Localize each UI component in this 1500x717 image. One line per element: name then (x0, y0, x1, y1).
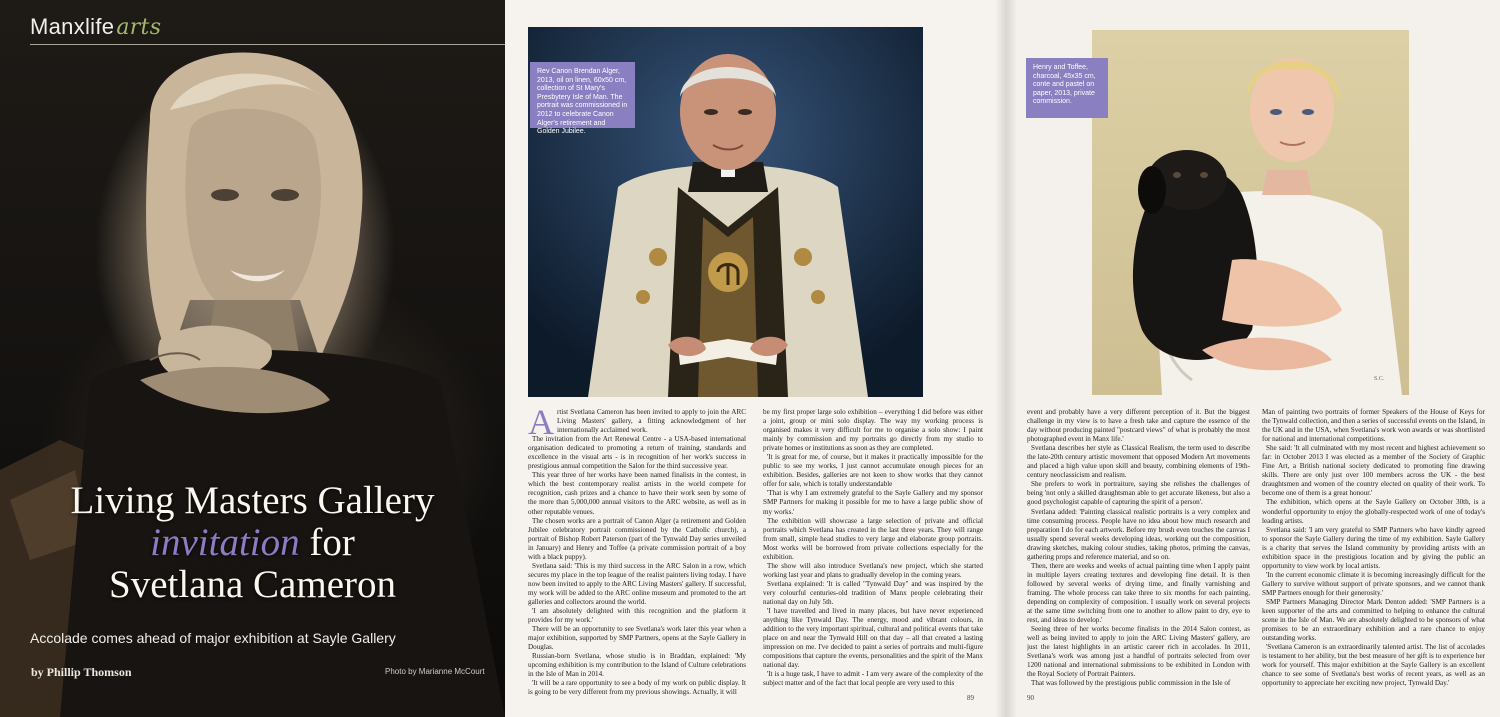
paragraph: 'That is why I am extremely grateful to the Sayle Gallery and my sponsor SMP Partners for making it possible for me to have a large public show of my works.' (763, 489, 983, 516)
paragraph: 'I have travelled and lived in many places, but have never experienced anything like Tynwald Day. The energy, mood and vibrant colours, in addition to the very important spiritual, cultural and political events that take place on and near the Tynwald Hill on that day – all that created a lasting impression on me. I've decided to paint a series of portraits and multi-figure compositions that capture the events, personalities and the spirit of the Manx national day. (763, 607, 983, 670)
brand-name: Manxlife (30, 14, 115, 39)
paragraph: There will be an opportunity to see Svetlana's work later this year when a major exhibition, supported by SMP Partners, opens at the Sayle Gallery in Douglas. (528, 625, 746, 652)
paragraph: This year three of her works have been named finalists in the contest, in which the best contemporary realist artists in the world compete for recognition, cash prizes and a chance to have their work seen by some of the more than 5,000,000 annual visitors to the ARC website, as well as in other reputable venues. (528, 471, 746, 516)
paragraph: 'In the current economic climate it is becoming increasingly difficult for the Gallery to survive without support of private sponsors, and we cannot thank SMP Partners enough for their generosity.' (1262, 570, 1485, 597)
paragraph: Svetlana explained: 'It is called "Tynwald Day" and was inspired by the very colourful centuries-old tradition of Manx people celebrating their national day on July 5th. (763, 579, 983, 606)
paragraph: The exhibition will showcase a large selection of private and official portraits which Svetlana has created in the last three years. They will range from small, simple head studies to very large and elaborate group portraits. Most works will be borrowed from private collections especially for the exhibition. (763, 516, 983, 561)
page-90-column-2 (1262, 408, 1485, 708)
headline-italic-word: invitation (150, 521, 300, 564)
paragraph: Then, there are weeks and weeks of actual painting time when I apply paint in multiple layers creating textures and developing fine detail. It is then followed by several weeks of drying time, and finally varnishing and framing. The whole process can take three to six months for each painting, depending on complexity of composition. I usually work on several projects at the same time switching from one to another to allow paint to dry, eye to rest, and ideas to develop.' (1027, 561, 1250, 625)
paragraph: Svetlana added: 'Painting classical realistic portraits is a very complex and time consuming process. People have no idea about how much research and preparation I do for each artwork. Before my brush even touches the canvas I usually spend several weeks developing ideas, working out the composition, drawing sketches, making colour studies, taking photos, priming the canvas, gathering props and reference material, and so on. (1027, 507, 1250, 561)
page-89 (505, 0, 1005, 717)
paragraph: The chosen works are a portrait of Canon Alger (a retirement and Golden Jubilee celebratory portrait commissioned by the Catholic church), a portrait of Bishop Robert Paterson (part of the Tynwald Day series unveiled in January) and Henry and Toffee (a private commission portrait of a boy with a black puppy). (528, 516, 746, 561)
paragraph: 'Svetlana Cameron is an extraordinarily talented artist. The list of accolades is testament to her ability, but the best measure of her gift is to experience her work for yourself. This major exhibition at the Sayle Gallery is an excellent chance to see some of Svetlana's best works of recent years, as well as an opportunity to appreciate her exciting new project, Tynwald Day.' (1262, 643, 1485, 688)
page-90-body (1027, 408, 1485, 708)
page-number: 89 (967, 694, 974, 702)
page-90 (1005, 0, 1500, 717)
article-standfirst: Accolade comes ahead of major exhibition at Sayle Gallery (30, 630, 396, 646)
paragraph: SMP Partners Managing Director Mark Denton added: 'SMP Partners is a keen supporter of the arts and committed to helping to enhance the cultural scene in the Isle of Man. We are absolutely delighted to be sponsors of what promises to be an extraordinary exhibition and a rare chance to enjoy outstanding works. (1262, 597, 1485, 643)
page-number: 90 (1027, 694, 1034, 702)
henry-and-toffee-drawing (1092, 30, 1409, 395)
article-headline (0, 480, 505, 606)
paragraph: Svetlana describes her style as Classical Realism, the term used to describe the late-20th century artistic movement that opposed Modern Art movements and placed a high value upon skill and beauty, combining elements of 19th-century neoclassicism and realism. (1027, 444, 1250, 480)
photo-credit: Photo by Marianne McCourt (385, 667, 485, 676)
cover-portrait-photo (0, 0, 505, 717)
paragraph: Seeing three of her works become finalists in the 2014 Salon contest, as well as being invited to apply to join the ARC Living Masters' gallery, are just the latest highlights in an artistic career rich in accolades. In 2011, Svetlana's work was among just a handful of portraits selected from over 1200 national and international submissions to be exhibited in London with the Royal Society of Portrait Painters. (1027, 625, 1250, 679)
headline-line-2 (0, 522, 505, 564)
paragraph: The show will also introduce Svetlana's new project, which she started working last year and plans to gradually develop in the coming years. (763, 561, 983, 579)
paragraph: 'I am absolutely delighted with this recognition and the platform it provides for my work.' (528, 607, 746, 625)
brand-divider (30, 44, 505, 45)
paragraph: 'It will be a rare opportunity to see a body of my work on public display. It is going to be very different from my previous showings. Actually, it will (528, 679, 746, 697)
paragraph: She said: 'It all culminated with my most recent and highest achievement so far: in October 2013 I was elected as a member of the Society of Graphic Fine Art, a British national society dedicated to promoting fine drawing skills. There are only just over 100 members across the UK - the best draughtsmen and women of the country elected on quality of their work. To become one of them is a great honour.' (1262, 444, 1485, 498)
drop-cap: A (528, 408, 554, 442)
artist-signature: S.C. (1374, 376, 1385, 382)
page-89-column-2 (763, 408, 983, 708)
cover-page (0, 0, 505, 717)
paragraph: 'It is great for me, of course, but it makes it practically impossible for the public to see my works, I just cannot accumulate enough pieces for an exhibition. Besides, galleries are not keen to show works that they cannot offer for sale, which is totally understandable (763, 453, 983, 489)
henry-and-toffee-portrait (1092, 30, 1409, 395)
headline-line-2-rest: for (309, 521, 355, 564)
paragraph: be my first proper large solo exhibition – everything I did before was either a joint, group or mini solo display. The way my working process is organised makes it very difficult for me to organise a solo show: I paint mainly by commission and my portraits go directly from my studio to private homes or institutions as soon as they are completed. (763, 408, 983, 453)
magazine-brand (30, 14, 161, 40)
paragraph: Svetlana said: 'This is my third success in the ARC Salon in a row, which secures my place in the top league of the realist painters living today. I have now been invited to apply to the ARC Living Masters' gallery. If successful, my work will be added to the ARC online museum and promoted to the art galleries and collectors around the world. (528, 561, 746, 606)
paragraph: Svetlana said: 'I am very grateful to SMP Partners who have kindly agreed to sponsor the Sayle Gallery during the time of my exhibition. Sayle Gallery is a charity that serves the Island community by providing artists with an exhibition space in the prestigious location and by giving the public an opportunity to view work by local artists. (1262, 525, 1485, 570)
headline-line-3: Svetlana Cameron (109, 563, 396, 606)
portrait-caption-alger: Rev Canon Brendan Alger, 2013, oil on linen, 60x50 cm, collection of St Mary's Presbytery Isle of Man. The portrait was commissioned in 2012 to celebrate Canon Alger's retirement and Golden Jubilee. (530, 62, 635, 128)
headline-line-1: Living Masters Gallery (70, 479, 435, 522)
paragraph: event and probably have a very different perception of it. But the biggest challenge in my view is to have a fresh take and capture the essence of the day without producing painted "postcard views" of what is probably the most photographed event in Manx life.' (1027, 408, 1250, 444)
paragraph: That was followed by the prestigious public commission in the Isle of (1031, 679, 1231, 688)
page-89-body (528, 408, 983, 708)
portrait-caption-henry: Henry and Toffee, charcoal, 45x35 cm, conte and pastel on paper, 2013, private commission. (1026, 58, 1108, 118)
paragraph: 'It is a huge task, I have to admit - I am very aware of the complexity of the subject matter and of the fact that local people are very used to this (763, 670, 983, 688)
brand-section: arts (116, 15, 162, 40)
paragraph: The exhibition, which opens at the Sayle Gallery on October 30th, is a wonderful opportunity to enjoy the globally-respected work of one of today's leading artists. (1262, 498, 1485, 525)
paragraph: Man of painting two portraits of former Speakers of the House of Keys for the Tynwald collection, and then a series of successful events on the Island, in the UK and in the USA, when Svetlana's work won awards or was shortlisted for national and international competitions. (1262, 408, 1485, 444)
page-90-column-1 (1027, 408, 1250, 708)
page-89-column-1 (528, 408, 746, 708)
paragraph: The invitation from the Art Renewal Centre - a USA-based international organisation dedicated to promoting a return of training, standards and excellence in the visual arts - is in recognition of her work's success in prestigious annual competition the Salon for the third successive year. (528, 435, 746, 471)
paragraph: Russian-born Svetlana, whose studio is in Braddan, explained: 'My upcoming exhibition is my contribution to the Island of Culture celebrations in the Isle of Man in 2014. (528, 652, 746, 679)
author-byline: by Phillip Thomson (31, 665, 132, 679)
paragraph: rtist Svetlana Cameron has been invited to apply to join the ARC Living Masters' gallery, a fitting acknowledgment of her internationally acclaimed work. (557, 408, 746, 435)
spread-gutter (995, 0, 1017, 717)
paragraph: She prefers to work in portraiture, saying she relishes the challenges of being 'not only a skilled draughtsman able to get accurate likeness, but also a good psychologist capable of capturing the spirit of a person'. (1027, 480, 1250, 507)
